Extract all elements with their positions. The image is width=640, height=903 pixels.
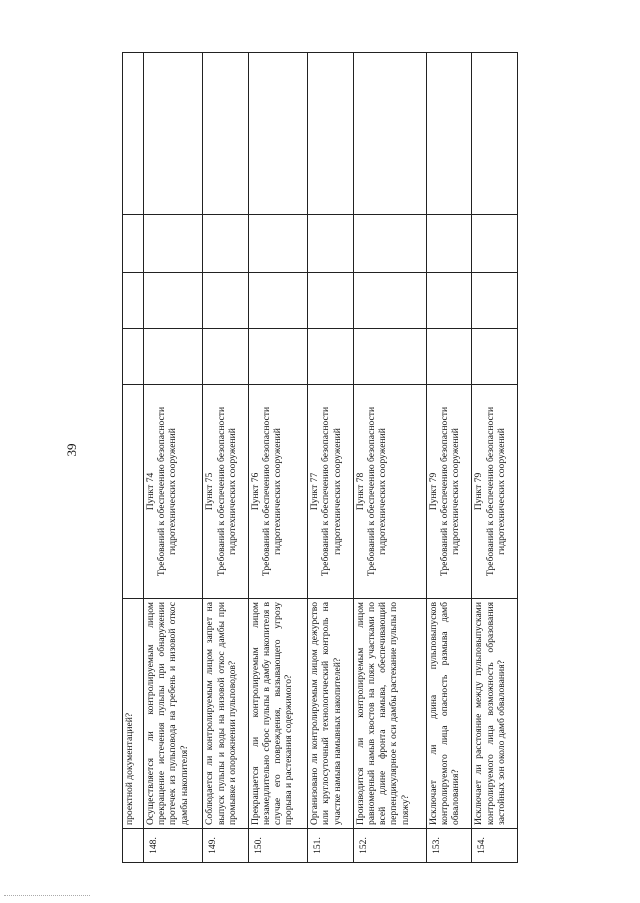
comment-cell bbox=[144, 53, 203, 215]
answer-cell bbox=[472, 329, 518, 385]
requirement-text: Требований к обеспечению безопасности гидротехнических сооружений bbox=[484, 406, 507, 577]
cell-empty bbox=[123, 215, 144, 273]
cell-empty bbox=[123, 53, 144, 215]
answer-cell bbox=[353, 329, 426, 385]
question-text: Прекращается ли контролируемым лицом незамедлительно сброс пульпы в дамбу накопителя в случае его повреждения, вызывающего угрозу прорыва и растекания содержимого? bbox=[248, 599, 307, 829]
requirement-cell bbox=[427, 385, 472, 599]
checklist-table-rotated bbox=[122, 53, 518, 863]
answer-cell bbox=[427, 329, 472, 385]
continuation-text: проектной документацией? bbox=[123, 599, 144, 829]
requirement-cell bbox=[248, 385, 307, 599]
comment-cell bbox=[427, 53, 472, 215]
answer-cell bbox=[308, 329, 353, 385]
answer-cell bbox=[144, 329, 203, 385]
answer-cell bbox=[308, 215, 353, 273]
clause-label: Пункт 77 bbox=[309, 472, 321, 511]
answer-cell bbox=[472, 215, 518, 273]
comment-cell bbox=[472, 53, 518, 215]
answer-cell bbox=[203, 273, 248, 329]
clause-label: Пункт 79 bbox=[428, 472, 440, 511]
row-number: 154. bbox=[472, 829, 518, 863]
clause-label: Пункт 79 bbox=[473, 472, 485, 511]
requirement-cell bbox=[144, 385, 203, 599]
answer-cell bbox=[144, 215, 203, 273]
requirement-text: Требований к обеспечению безопасности гидротехнических сооружений bbox=[365, 406, 389, 577]
row-number: 150. bbox=[248, 829, 307, 863]
requirement-text: Требований к обеспечению безопасности гидротехнических сооружений bbox=[261, 406, 284, 577]
question-text: Производится ли контролируемым лицом равномерный намыв хвостов на пляж участками по всей длине фронта намыва, обеспечивающий перпендикулярное к оси дамбы растекание пульпы по пляжу? bbox=[353, 599, 426, 829]
table-row bbox=[248, 53, 307, 863]
question-text: Исключает ли длина пульповыпусков контролируемого лица опасность размыва дамб обвалования? bbox=[427, 599, 472, 829]
clause-label: Пункт 76 bbox=[249, 472, 261, 511]
table-row bbox=[144, 53, 203, 863]
row-number: 148. bbox=[144, 829, 203, 863]
scan-edge-mark bbox=[4, 895, 90, 897]
cell-empty bbox=[123, 385, 144, 599]
table-row-continuation bbox=[123, 53, 144, 863]
requirement-cell bbox=[308, 385, 353, 599]
requirement-cell bbox=[353, 385, 426, 599]
row-number: 153. bbox=[427, 829, 472, 863]
row-number: 151. bbox=[308, 829, 353, 863]
answer-cell bbox=[203, 329, 248, 385]
answer-cell bbox=[144, 273, 203, 329]
requirement-text: Требований к обеспечению безопасности гидротехнических сооружений bbox=[156, 406, 179, 577]
requirement-cell bbox=[203, 385, 248, 599]
comment-cell bbox=[203, 53, 248, 215]
cell-empty bbox=[123, 329, 144, 385]
row-number: 149. bbox=[203, 829, 248, 863]
comment-cell bbox=[248, 53, 307, 215]
answer-cell bbox=[472, 273, 518, 329]
cell-empty bbox=[123, 829, 144, 863]
answer-cell bbox=[203, 215, 248, 273]
table-row bbox=[308, 53, 353, 863]
comment-cell bbox=[308, 53, 353, 215]
answer-cell bbox=[248, 215, 307, 273]
answer-cell bbox=[248, 273, 307, 329]
requirement-cell bbox=[472, 385, 518, 599]
page-number: 39 bbox=[64, 443, 79, 457]
comment-cell bbox=[353, 53, 426, 215]
requirement-text: Требований к обеспечению безопасности гидротехнических сооружений bbox=[439, 406, 462, 577]
table-row bbox=[472, 53, 518, 863]
question-text: Исключает ли расстояние между пульповыпусками контролируемого лица возможность образования застойных зон около дамб обвалования? bbox=[472, 599, 518, 829]
question-text: Организовано ли контролируемым лицом дежурство или круглосуточный технологический контроль на участке намыва намывных накопителей? bbox=[308, 599, 353, 829]
answer-cell bbox=[427, 273, 472, 329]
answer-cell bbox=[308, 273, 353, 329]
row-number: 152. bbox=[353, 829, 426, 863]
answer-cell bbox=[427, 215, 472, 273]
answer-cell bbox=[248, 329, 307, 385]
requirement-text: Требований к обеспечению безопасности гидротехнических сооружений bbox=[320, 406, 343, 577]
cell-empty bbox=[123, 273, 144, 329]
answer-cell bbox=[353, 215, 426, 273]
requirement-text: Требований к обеспечению безопасности гидротехнических сооружений bbox=[215, 406, 238, 577]
clause-label: Пункт 75 bbox=[204, 472, 216, 511]
table-row bbox=[427, 53, 472, 863]
clause-label: Пункт 78 bbox=[354, 472, 366, 511]
checklist-table bbox=[122, 52, 518, 863]
table-row bbox=[353, 53, 426, 863]
answer-cell bbox=[353, 273, 426, 329]
table-row bbox=[203, 53, 248, 863]
question-text: Осуществляется ли контролируемым лицом прекращение истечения пульпы при обнаружении протечек из пульповода на гребень и низовой откос дамбы накопителя? bbox=[144, 599, 203, 829]
clause-label: Пункт 74 bbox=[145, 472, 156, 511]
question-text: Соблюдается ли контролируемым лицом запрет на выпуск пульпы и воды на низовой откос дамбы при промывке и опорожнении пульповодов? bbox=[203, 599, 248, 829]
